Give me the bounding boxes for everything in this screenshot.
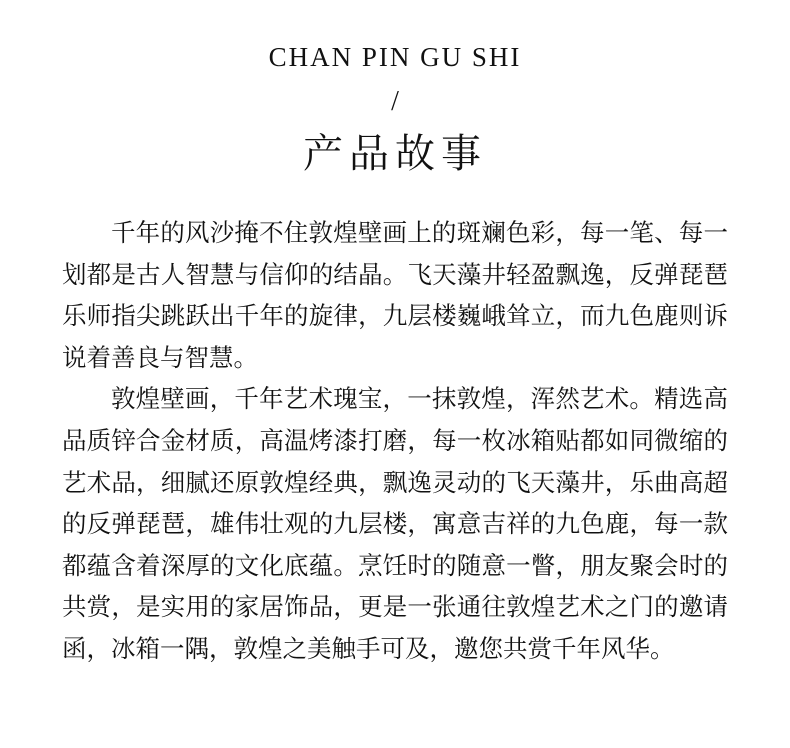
heading-divider: /	[391, 86, 399, 117]
page-title: 产品故事	[303, 131, 487, 177]
story-body	[62, 212, 728, 670]
story-paragraph: 千年的风沙掩不住敦煌壁画上的斑斓色彩，每一笔、每一划都是古人智慧与信仰的结晶。飞天藻井轻盈飘逸，反弹琵琶乐师指尖跳跃出千年的旋律，九层楼巍峨耸立，而九色鹿则诉说着善良与智慧。	[62, 218, 728, 372]
pinyin-heading: CHAN PIN GU SHI	[268, 42, 522, 72]
story-paragraph: 敦煌壁画，千年艺术瑰宝，一抹敦煌，浑然艺术。精选高品质锌合金材质，高温烤漆打磨，每一枚冰箱贴都如同微缩的艺术品，细腻还原敦煌经典，飘逸灵动的飞天藻井，乐曲高超的反弹琵琶，雄伟壮观的九层楼，寓意吉祥的九色鹿，每一款都蕴含着深厚的文化底蕴。烹饪时的随意一瞥，朋友聚会时的共赏，是实用的家居饰品，更是一张通往敦煌艺术之门的邀请函，冰箱一隅，敦煌之美触手可及，邀您共赏千年风华。	[62, 384, 728, 663]
